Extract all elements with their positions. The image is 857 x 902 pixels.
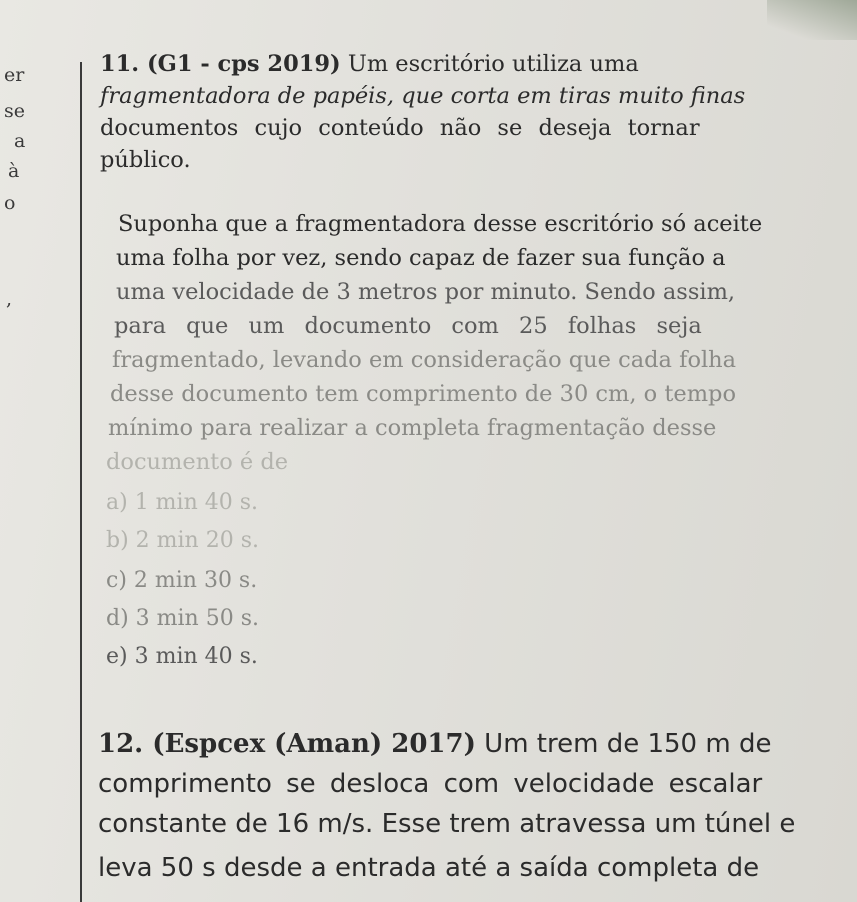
question-11-line: documentos cujo conteúdo não se deseja tornar [100,115,700,141]
option-b: b) 2 min 20 s. [106,528,259,553]
margin-fragment: à [8,160,20,182]
question-11-line: uma velocidade de 3 metros por minuto. Sendo assim, [116,279,736,305]
margin-fragment: o [4,192,16,214]
margin-fragment: a [14,130,26,152]
question-11-line: fragmentado, levando em consideração que cada folha [112,347,737,373]
question-11-header: 11. (G1 - cps 2019) [100,51,341,77]
question-12-line-1 [98,728,771,760]
question-11-line: mínimo para realizar a completa fragmentação desse [108,415,717,441]
question-12-header: 12. (Espcex (Aman) 2017) [98,729,476,759]
question-12-line: leva 50 s desde a entrada até a saída completa de [98,853,760,883]
margin-fragment: er [4,64,25,86]
question-12-line: comprimento se desloca com velocidade escalar [98,769,763,799]
question-12-line: constante de 16 m/s. Esse trem atravessa um túnel e [98,809,796,839]
question-11-text: Um escritório utiliza uma [340,51,639,77]
option-c: c) 2 min 30 s. [106,568,258,593]
question-11-line: desse documento tem comprimento de 30 cm, o tempo [110,381,737,407]
option-d: d) 3 min 50 s. [106,606,259,631]
question-11-line: fragmentadora de papéis, que corta em tiras muito finas [100,83,746,109]
column-divider [80,62,82,902]
margin-fragment: , [6,288,13,310]
question-11-line: documento é de [106,449,289,475]
page-corner-shadow [767,0,857,40]
question-11-line-1 [100,48,639,80]
option-a: a) 1 min 40 s. [106,490,259,515]
margin-fragment: se [4,100,25,122]
option-e: e) 3 min 40 s. [106,644,258,669]
question-11-line: para que um documento com 25 folhas seja [114,313,702,339]
question-12-text: Um trem de 150 m de [475,729,772,759]
question-11-line: uma folha por vez, sendo capaz de fazer sua função a [116,245,726,271]
question-11-line: público. [100,147,191,173]
question-11-line: Suponha que a fragmentadora desse escritório só aceite [118,211,763,237]
